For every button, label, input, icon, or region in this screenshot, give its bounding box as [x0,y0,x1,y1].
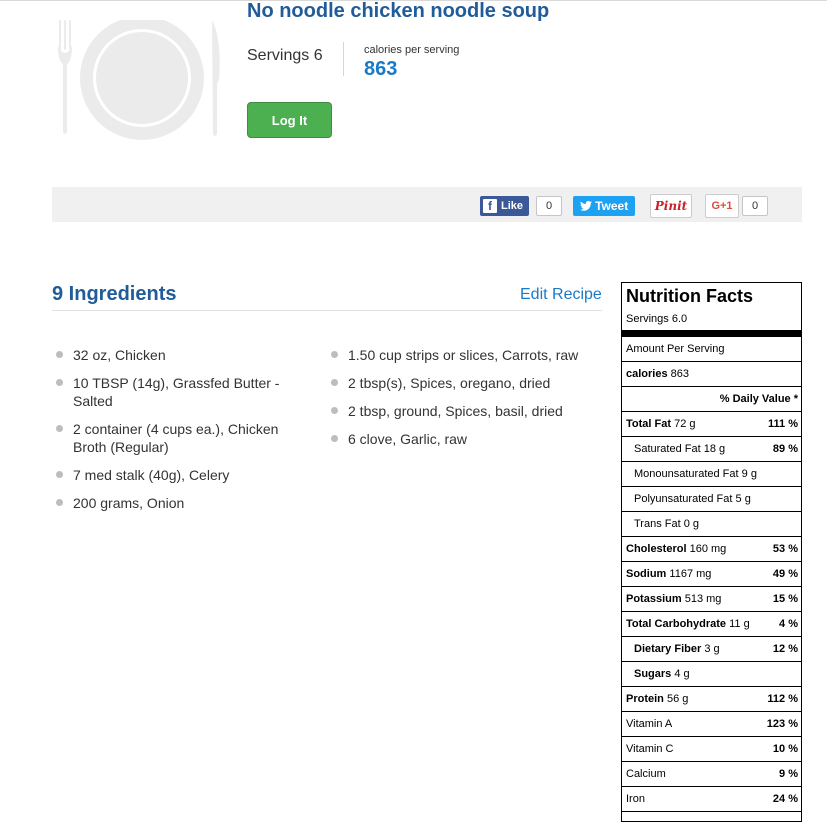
facebook-like-button[interactable] [480,196,529,216]
ingredient-item: 200 grams, Onion [53,494,303,512]
nutrient-percent: 15 % [772,593,798,605]
calories-row: calories 863 [622,362,801,387]
twitter-bird-icon [580,201,592,211]
nutrient-rows [622,412,801,812]
nutrient-amount: 72 g [674,418,696,430]
nutrient-name: Monounsaturated Fat 9 g [634,468,757,480]
nutrient-row [622,512,801,537]
plate-fork-knife-icon [54,20,224,140]
nutrient-name: Polyunsaturated Fat 5 g [634,493,751,505]
nutrient-name: Protein 56 g [626,693,689,705]
ingredient-item: 10 TBSP (14g), Grassfed Butter - Salted [53,374,303,410]
nutrient-row [622,587,801,612]
nutrient-percent: 9 % [779,768,798,780]
amount-per-serving: Amount Per Serving [622,337,801,362]
edit-recipe-link[interactable]: Edit Recipe [520,286,602,303]
nutrient-row [622,462,801,487]
nutrient-name: Trans Fat 0 g [634,518,700,530]
nutrient-amount: 9 g [741,468,757,480]
bullet-icon [56,499,63,506]
ingredients-column-1 [53,346,303,522]
ingredient-item: 6 clove, Garlic, raw [328,430,598,448]
nutrient-percent: 111 % [768,418,798,430]
tweet-button[interactable] [573,196,635,216]
nutrient-row [622,437,801,462]
like-label: Like [501,200,524,212]
nutrient-row [622,737,801,762]
pin-it-button[interactable]: Pinit [650,194,692,218]
nutrient-name: Total Carbohydrate 11 g [626,618,750,630]
nutrient-name: Calcium [626,768,666,780]
nutrient-row [622,712,801,737]
bullet-icon [331,351,338,358]
like-count: 0 [536,196,562,216]
nutrient-row [622,637,801,662]
nutrient-row [622,537,801,562]
bullet-icon [56,471,63,478]
ingredients-column-2 [328,346,598,458]
nutrient-name: Iron [626,793,645,805]
recipe-title: No noodle chicken noodle soup [247,0,550,22]
divider [343,42,344,76]
ingredient-item: 2 container (4 cups ea.), Chicken Broth (Regular) [53,420,303,456]
nutrient-amount: 56 g [666,693,689,705]
nutrient-percent: 24 % [772,793,798,805]
nutrient-percent: 53 % [772,543,798,555]
calories-value: 863 [364,58,398,80]
nutrient-name: Sugars 4 g [634,668,690,680]
nutrient-row [622,762,801,787]
nutrient-row [622,412,801,437]
bullet-icon [331,435,338,442]
nutrient-amount: 5 g [735,493,751,505]
nutrient-row [622,662,801,687]
bullet-icon [56,351,63,358]
nutrient-amount: 3 g [704,643,720,655]
nutrient-amount: 1167 mg [669,568,712,580]
nutrition-servings: Servings 6.0 [626,313,688,325]
ingredients-divider [52,310,602,311]
nutrient-percent: 4 % [779,618,798,630]
nutrient-name: Sodium 1167 mg [626,568,712,580]
nutrient-percent: 112 % [767,693,798,705]
ingredient-item: 7 med stalk (40g), Celery [53,466,303,484]
google-plus-button[interactable]: G+1 [705,194,739,218]
tweet-label: Tweet [595,199,629,213]
daily-value-header: % Daily Value * [622,387,801,412]
nutrient-amount: 513 mg [684,593,722,605]
nutrient-percent: 89 % [772,443,798,455]
nutrient-percent: 123 % [766,718,798,730]
bullet-icon [56,425,63,432]
nutrient-name: Vitamin A [626,718,673,730]
nutrient-name: Dietary Fiber 3 g [634,643,720,655]
bullet-icon [331,379,338,386]
nutrient-percent: 12 % [772,643,798,655]
ingredient-item: 1.50 cup strips or slices, Carrots, raw [328,346,598,364]
servings-text: Servings 6 [247,47,323,64]
nutrient-percent: 49 % [772,568,798,580]
nutrient-name: Cholesterol 160 mg [626,543,727,555]
nutrient-row [622,687,801,712]
ingredient-item: 2 tbsp(s), Spices, oregano, dried [328,374,598,392]
thick-rule [622,330,801,337]
ingredient-item: 32 oz, Chicken [53,346,303,364]
gplus-count: 0 [742,196,768,216]
ingredients-heading: 9 Ingredients [52,283,177,305]
nutrient-amount: 0 g [683,518,700,530]
bullet-icon [56,379,63,386]
nutrient-row [622,487,801,512]
nutrient-amount: 18 g [703,443,726,455]
nutrition-facts-title: Nutrition Facts [626,286,754,306]
nutrient-name: Potassium 513 mg [626,593,722,605]
nutrient-amount: 11 g [729,618,750,630]
nutrient-row [622,787,801,812]
nutrient-name: Total Fat 72 g [626,418,696,430]
nutrient-row [622,612,801,637]
nutrient-name: Saturated Fat 18 g [634,443,726,455]
log-it-button[interactable]: Log It [247,102,332,138]
nutrition-facts-panel [621,282,802,822]
facebook-f-icon: f [483,199,497,213]
nutrient-row [622,562,801,587]
bullet-icon [331,407,338,414]
nutrient-amount: 160 mg [689,543,727,555]
nutrient-amount: 4 g [674,668,690,680]
nutrient-percent: 10 % [772,743,798,755]
nutrient-name: Vitamin C [626,743,674,755]
calories-label: calories per serving [364,44,460,56]
ingredient-item: 2 tbsp, ground, Spices, basil, dried [328,402,598,420]
